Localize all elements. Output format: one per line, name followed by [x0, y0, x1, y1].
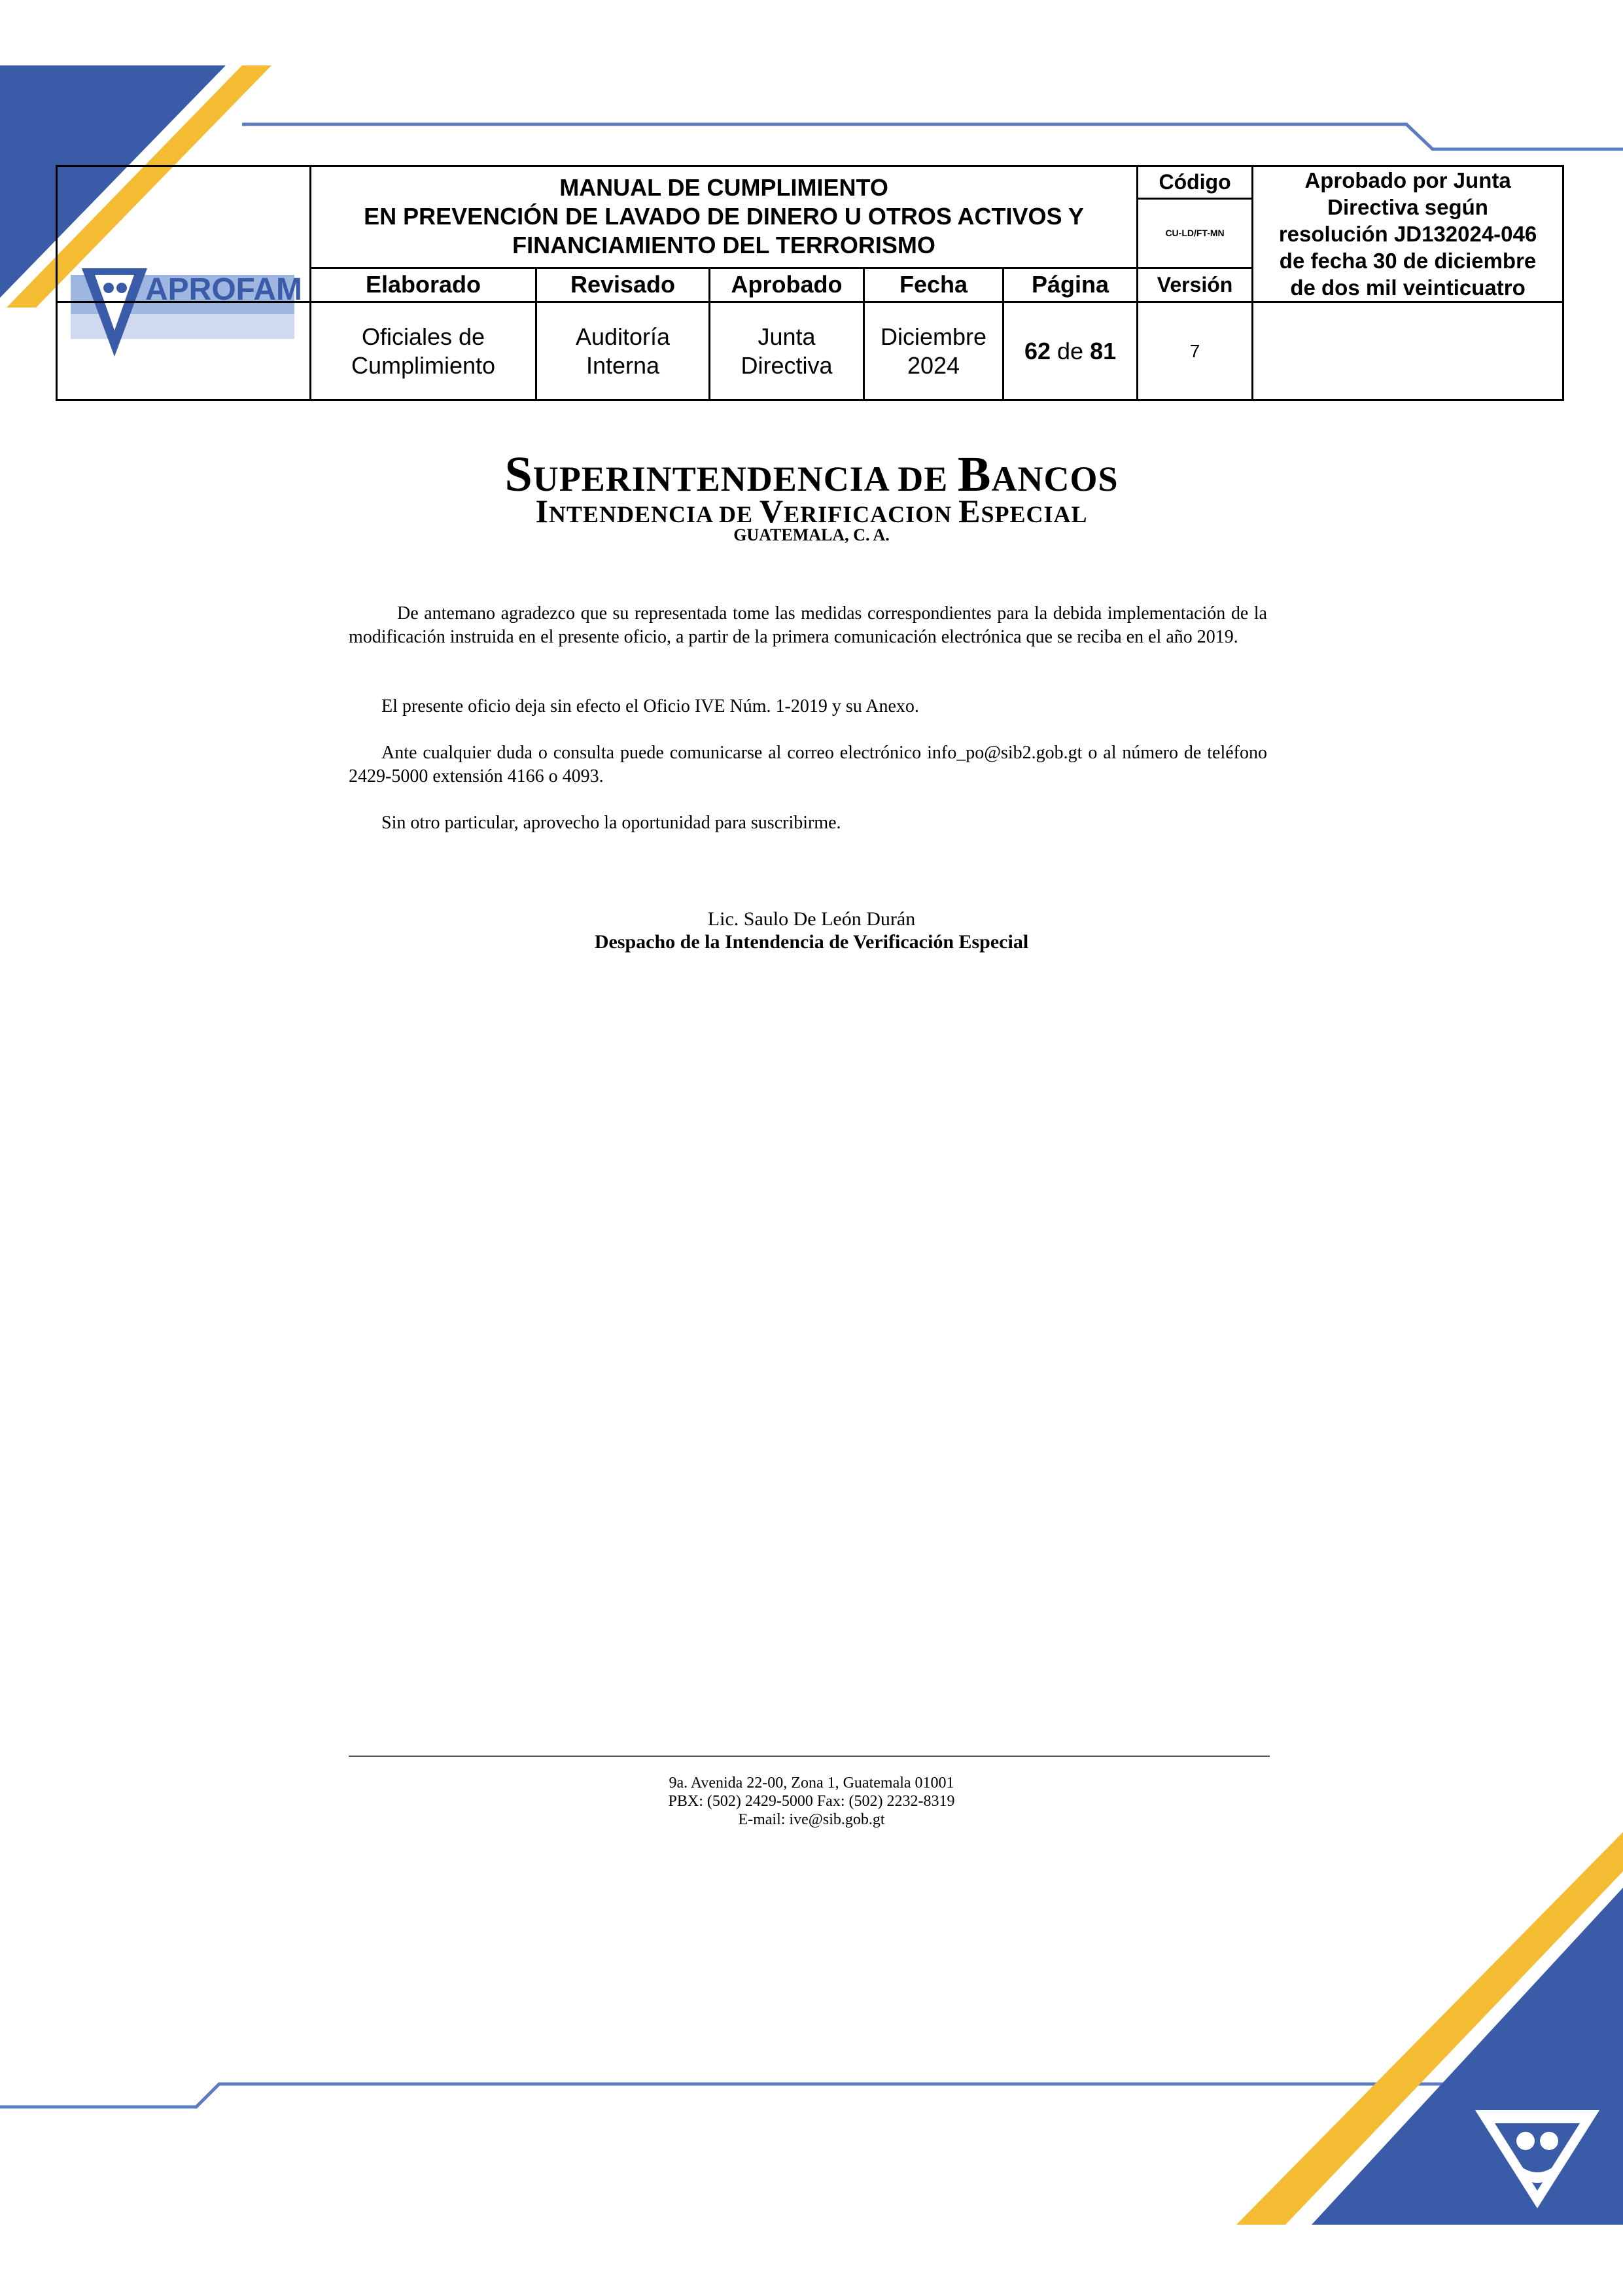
col-revisado: Revisado: [536, 268, 710, 302]
version-value: 7: [1138, 302, 1253, 400]
codigo-label: Código: [1138, 166, 1253, 199]
title-line-3: FINANCIAMIENTO DEL TERRORISMO: [512, 232, 935, 259]
approval-note: [1253, 166, 1563, 302]
col-aprobado: Aprobado: [710, 268, 864, 302]
signer-name: Lic. Saulo De León Durán: [707, 908, 916, 930]
approval-cell-bottom: [1253, 302, 1563, 400]
logo-cell: [57, 166, 311, 302]
letterhead-line-2: [0, 492, 1623, 530]
fecha-value: [864, 302, 1003, 400]
title-line-2: EN PREVENCIÓN DE LAVADO DE DINERO U OTROS ACTIVOS Y: [364, 203, 1084, 230]
col-elaborado: Elaborado: [311, 268, 536, 302]
approval-line-1: Aprobado por Junta: [1304, 168, 1511, 192]
manual-title: [311, 166, 1138, 268]
signer-office: Despacho de la Intendencia de Verificación Especial: [594, 931, 1029, 953]
col-pagina: Página: [1003, 268, 1138, 302]
elaborado-line-2: Cumplimiento: [351, 351, 496, 379]
lh1-initial-s: S: [504, 447, 533, 502]
fecha-line-1: Diciembre: [880, 323, 987, 350]
lh2-initial-v: V: [759, 493, 784, 529]
body-paragraph-2: El presente oficio deja sin efecto el Oficio IVE Núm. 1-2019 y su Anexo.: [381, 696, 919, 716]
bottom-blue-line: [0, 2084, 1505, 2107]
lh2-initial-i: I: [535, 493, 549, 529]
page-total: 81: [1090, 337, 1117, 364]
logo-cell-bottom: [57, 302, 311, 400]
body-paragraph-4: Sin otro particular, aprovecho la oportunidad para suscribirme.: [381, 813, 841, 833]
approval-line-3: resolución JD132024-046: [1278, 222, 1537, 246]
footer-address: 9a. Avenida 22-00, Zona 1, Guatemala 01001: [669, 1775, 954, 1792]
footer-phones: PBX: (502) 2429-5000 Fax: (502) 2232-8319: [668, 1793, 955, 1810]
lh1-initial-b: B: [957, 447, 992, 502]
lh1-part-1: UPERINTENDENCIA DE: [532, 459, 958, 499]
approval-line-5: de dos mil veinticuatro: [1290, 275, 1526, 300]
page-number: [1003, 302, 1138, 400]
elaborado-value: [311, 302, 536, 400]
col-fecha: Fecha: [864, 268, 1003, 302]
approval-line-2: Directiva según: [1327, 195, 1488, 219]
elaborado-line-1: Oficiales de: [361, 323, 485, 350]
body-paragraph-1: De antemano agradezco que su representada tome las medidas correspondientes para la debida implementación de la modificación instruida en el presente oficio, a partir de la primera comunicación electrónica que se reciba en el año 2019.: [349, 603, 1267, 647]
body-paragraph-3: Ante cualquier duda o consulta puede comunicarse al correo electrónico info_po@sib2.gob.gt o al número de teléfono 2429-5000 extensión 4166 o 4093.: [349, 743, 1267, 786]
fecha-line-2: 2024: [907, 351, 960, 379]
aprofam-logo-text: APROFAM: [145, 272, 302, 307]
footer-divider: [349, 1756, 1270, 1757]
title-line-1: MANUAL DE CUMPLIMIENTO: [559, 174, 888, 202]
footer-email: E-mail: ive@sib.gob.gt: [738, 1811, 885, 1828]
aprobado-line-1: Junta: [758, 323, 816, 350]
top-blue-line: [242, 124, 1623, 149]
lh1-part-2: ANCOS: [991, 459, 1119, 499]
lh2-part-3: SPECIAL: [981, 501, 1088, 527]
revisado-line-1: Auditoría: [575, 323, 671, 350]
version-label: Versión: [1138, 268, 1253, 302]
approval-line-4: de fecha 30 de diciembre: [1279, 249, 1537, 273]
page-sep: de: [1057, 337, 1084, 364]
aprobado-line-2: Directiva: [741, 351, 833, 379]
lh2-part-1: NTENDENCIA DE: [548, 501, 759, 527]
bottom-right-blue-band: [1312, 1888, 1623, 2225]
aprobado-value: [710, 302, 864, 400]
lh2-initial-e: E: [958, 493, 981, 529]
page-current: 62: [1024, 337, 1051, 364]
letterhead-line-3: GUATEMALA, C. A.: [733, 525, 890, 544]
lh2-part-2: ERIFICACION: [784, 501, 959, 527]
document-header-table: [56, 165, 1564, 401]
codigo-value: CU-LD/FT-MN: [1138, 198, 1253, 268]
revisado-line-2: Interna: [585, 351, 660, 379]
revisado-value: [536, 302, 710, 400]
